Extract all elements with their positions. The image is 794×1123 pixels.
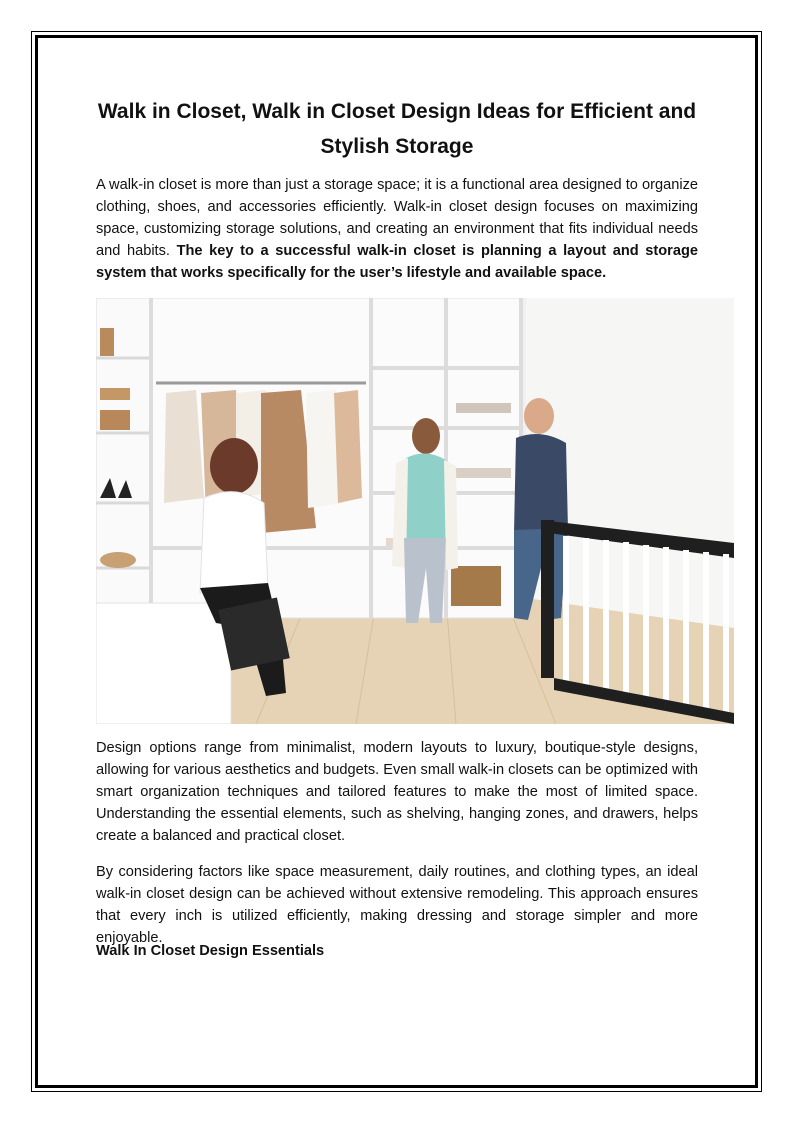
intro-bold-text: The key to a successful walk-in closet is planning a layout and storage system that works specifically for the user’s lifestyle and available space. [96, 243, 698, 281]
walk-in-closet-photo [96, 298, 734, 724]
section-heading: Walk In Closet Design Essentials [96, 943, 325, 959]
page-title: Walk in Closet, Walk in Closet Design Ideas for Efficient and Stylish Storage [97, 100, 697, 158]
design-options-paragraph: Design options range from minimalist, modern layouts to luxury, boutique-style designs, allowing for various aesthetics and budgets. Even small walk-in closets can be optimized with smart organization techniques and tailored features to make the most of limited space. Understanding the essential elements, such as shelving, hanging zones, and drawers, helps create a balanced and practical closet. [96, 740, 698, 844]
intro-text: A walk-in closet is more than just a storage space; it is a functional area designed to organize clothing, shoes, and accessories efficiently. Walk-in closet design focuses on maximizing space, customizing storage solutions, and creating an environment that fits individual needs and habits. [96, 177, 698, 259]
intro-paragraph [96, 174, 698, 284]
considerations-paragraph: By considering factors like space measurement, daily routines, and clothing types, an ideal walk-in closet design can be achieved without extensive remodeling. This approach ensures that every inch is utilized efficiently, making dressing and storage simpler and more enjoyable. [96, 864, 698, 946]
